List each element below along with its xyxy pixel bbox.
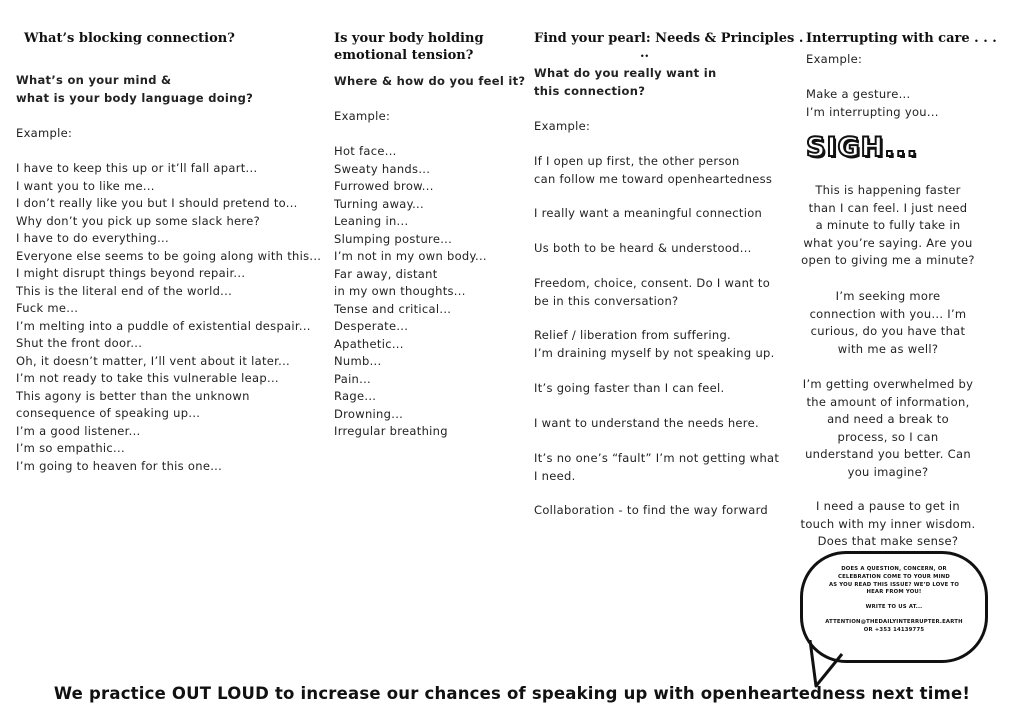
list-item: Drowning... — [334, 406, 404, 421]
list-item: I don’t really like you but I should pretend to... — [16, 196, 298, 210]
needs-item — [534, 275, 770, 310]
needs-line: I want to understand the needs here. — [534, 416, 759, 430]
heading-line: emotional tension? — [334, 48, 474, 63]
sigh-title: SIGH... — [806, 132, 919, 163]
needs-line: I need. — [534, 468, 576, 483]
column-prompt: Where & how do you feel it? — [334, 74, 526, 88]
list-item: I’m melting into a puddle of existential despair... — [16, 318, 311, 333]
prompt-line: what is your body language doing? — [16, 90, 254, 105]
list-item: I have to do everything... — [16, 231, 169, 245]
list-item: I might disrupt things beyond repair... — [16, 266, 246, 280]
example-list — [334, 143, 487, 441]
paragraph-line: open to giving me a minute? — [801, 253, 975, 267]
needs-line: It’s going faster than I can feel. — [534, 381, 725, 395]
list-item: consequence of speaking up... — [16, 406, 201, 420]
needs-item — [534, 380, 724, 398]
list-item: I’m not ready to take this vulnerable leap... — [16, 371, 279, 385]
needs-line: I really want a meaningful connection — [534, 206, 763, 220]
column-heading — [334, 30, 484, 64]
needs-item — [534, 327, 775, 362]
list-item: Rage... — [334, 389, 377, 403]
paragraph-line: I need a pause to get in — [816, 499, 960, 513]
interrupt-paragraph — [800, 182, 976, 270]
gesture-text — [806, 86, 939, 121]
prompt-line: What’s on your mind & — [16, 73, 172, 87]
list-item: Apathetic... — [334, 336, 404, 351]
list-item: Desperate... — [334, 319, 409, 333]
list-item: in my own thoughts... — [334, 284, 466, 298]
list-item: Slumping posture... — [334, 231, 453, 246]
paragraph-line: what you’re saying. Are you — [803, 235, 973, 250]
list-item: Furrowed brow... — [334, 179, 434, 193]
paragraph-line: touch with my inner wisdom. — [800, 516, 976, 531]
paragraph-line: I’m getting overwhelmed by — [802, 377, 974, 391]
paragraph-line: curious, do you have that — [810, 324, 966, 338]
list-item: Hot face... — [334, 144, 397, 158]
needs-line: Us both to be heard & understood... — [534, 241, 752, 255]
example-label: Example: — [534, 119, 591, 133]
needs-item — [534, 205, 762, 223]
list-item: I’m going to heaven for this one... — [16, 458, 223, 473]
paragraph-line: connection with you... I’m — [809, 306, 967, 321]
bubble-line: WRITE TO US AT... — [865, 604, 923, 611]
example-label: Example: — [16, 126, 73, 140]
needs-line: Freedom, choice, consent. Do I want to — [534, 276, 771, 290]
interrupt-paragraph — [800, 288, 976, 358]
interrupt-paragraph — [800, 498, 976, 551]
list-item: Tense and critical... — [334, 301, 452, 316]
bubble-line: DOES A QUESTION, CONCERN, OR — [841, 566, 947, 572]
list-item: Shut the front door... — [16, 336, 143, 350]
needs-item — [534, 240, 752, 258]
needs-line: be in this conversation? — [534, 293, 679, 308]
paragraph-line: and need a break to — [827, 412, 949, 426]
needs-line: Collaboration - to find the way forward — [534, 503, 769, 517]
list-item: Numb... — [334, 354, 382, 368]
heading-dots: .. — [640, 46, 650, 61]
example-label: Example: — [806, 52, 863, 66]
needs-item — [534, 153, 772, 188]
column-heading: Find your pearl: Needs & Principles . — [534, 31, 804, 46]
list-item: This agony is better than the unknown — [16, 388, 250, 403]
gesture-line: Make a gesture... — [806, 87, 911, 101]
needs-line: If I open up first, the other person — [534, 154, 740, 168]
bubble-phone: OR +353 14139775 — [863, 626, 925, 633]
needs-item — [534, 415, 759, 433]
paragraph-line: with me as well? — [837, 341, 939, 356]
paragraph-line: the amount of information, — [806, 394, 970, 409]
list-item: Sweaty hands... — [334, 161, 431, 176]
interrupt-paragraph — [800, 376, 976, 481]
footer-banner: We practice OUT LOUD to increase our chances of speaking up with openheartedness next time! — [53, 684, 971, 703]
list-item: Everyone else seems to be going along with this... — [16, 248, 322, 263]
paragraph-line: than I can feel. I just need — [808, 200, 968, 215]
list-item: I’m not in my own body... — [334, 249, 487, 263]
list-item: Leaning in... — [334, 214, 409, 228]
paragraph-line: Does that make sense? — [817, 534, 959, 548]
paragraph-line: you imagine? — [847, 464, 929, 479]
example-list — [16, 160, 321, 475]
list-item: Why don’t you pick up some slack here? — [16, 213, 260, 228]
column-heading: What’s blocking connection? — [24, 31, 235, 46]
list-item: Far away, distant — [334, 266, 438, 281]
list-item: This is the literal end of the world... — [16, 283, 233, 298]
list-item: Irregular breathing — [334, 424, 448, 438]
paragraph-line: understand you better. Can — [805, 447, 971, 461]
bubble-line: CELEBRATION COME TO YOUR MIND — [838, 573, 950, 580]
gesture-line: I’m interrupting you... — [806, 104, 939, 119]
list-item: Pain... — [334, 371, 372, 386]
list-item: I want you to like me... — [16, 178, 155, 193]
needs-line: Relief / liberation from suffering. — [534, 328, 732, 342]
paragraph-line: process, so I can — [837, 429, 939, 444]
column-heading: Interrupting with care . . . — [806, 31, 997, 46]
needs-item — [534, 502, 768, 520]
speech-bubble — [800, 551, 988, 663]
needs-item — [534, 450, 779, 485]
paragraph-line: a minute to fully take in — [815, 218, 961, 232]
paragraph-line: This is happening faster — [815, 183, 961, 197]
list-item: I’m a good listener... — [16, 423, 141, 438]
needs-line: I’m draining myself by not speaking up. — [534, 345, 775, 360]
list-item: I have to keep this up or it’ll fall apart... — [16, 161, 258, 175]
list-item: Oh, it doesn’t matter, I’ll vent about it later... — [16, 353, 290, 368]
column-prompt — [16, 72, 253, 107]
heading-line: Is your body holding — [334, 31, 484, 46]
needs-line: can follow me toward openheartedness — [534, 171, 773, 186]
example-label: Example: — [334, 109, 391, 123]
prompt-line: this connection? — [534, 83, 646, 98]
list-item: Turning away... — [334, 196, 424, 211]
prompt-line: What do you really want in — [534, 66, 717, 80]
bubble-line: AS YOU READ THIS ISSUE? WE’D LOVE TO — [828, 581, 960, 588]
column-prompt — [534, 65, 716, 100]
bubble-email[interactable]: ATTENTION@THEDAILYINTERRUPTER.EARTH — [825, 618, 963, 625]
list-item: Fuck me... — [16, 301, 79, 315]
bubble-line: HEAR FROM YOU! — [866, 589, 922, 596]
needs-line: It’s no one’s “fault” I’m not getting what — [534, 451, 780, 465]
paragraph-line: I’m seeking more — [835, 289, 941, 303]
list-item: I’m so empathic... — [16, 441, 125, 455]
